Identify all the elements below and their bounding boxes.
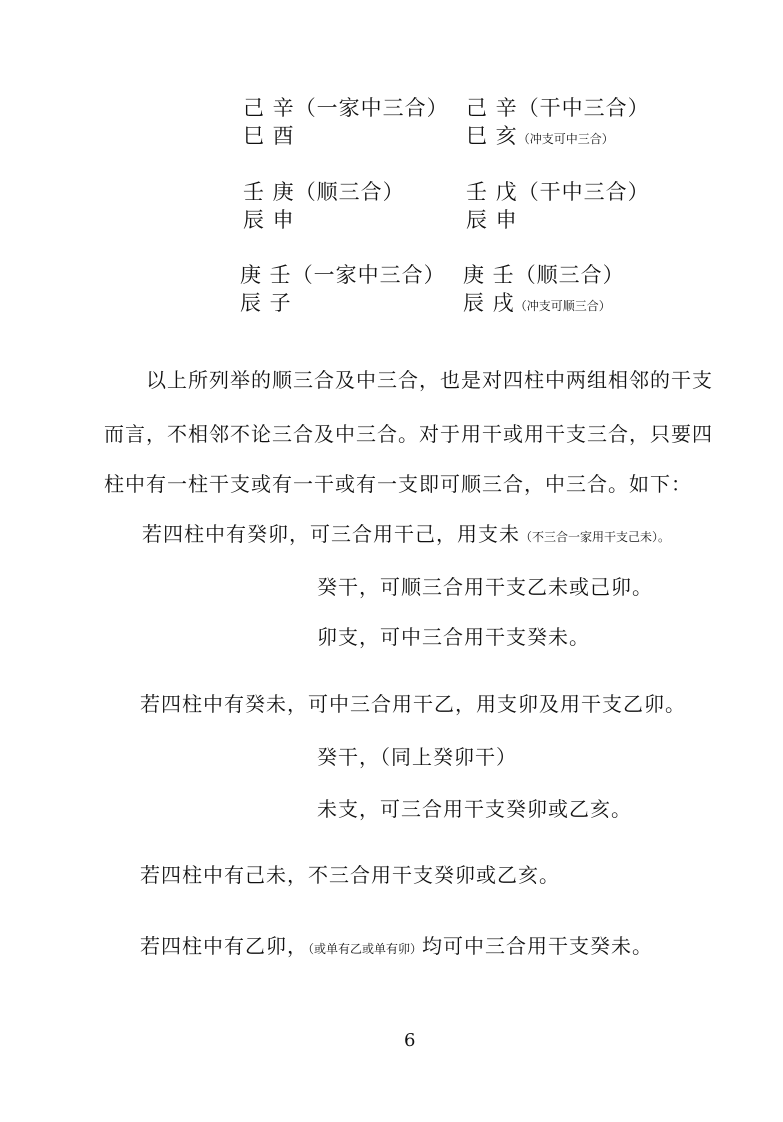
combo-2-right-bottom: 辰 申 bbox=[466, 208, 518, 232]
branches: 巳 亥 bbox=[466, 124, 518, 148]
combo-note: （干中三合） bbox=[517, 180, 650, 204]
stems: 己 辛 bbox=[466, 96, 518, 120]
stems: 壬 戊 bbox=[466, 180, 518, 204]
rule-text: 若四柱中有癸卯，可三合用干己，用支未 bbox=[142, 522, 520, 546]
paragraph-line-3: 柱中有一柱干支或有一干或有一支即可顺三合，中三合。如下： bbox=[104, 472, 692, 496]
combo-1-left-bottom: 巳 酉 bbox=[243, 124, 295, 148]
rule-text: 均可中三合用干支癸未。 bbox=[422, 934, 654, 958]
rule-note: （不三合一家用干支己未）。 bbox=[520, 530, 671, 544]
combo-3-right-top bbox=[463, 259, 625, 289]
rule-1-sub-1: 癸干，可顺三合用干支乙未或己卯。 bbox=[317, 575, 653, 599]
combo-small-note: （冲支可顺三合） bbox=[514, 299, 611, 313]
stems: 庚 壬 bbox=[463, 263, 515, 287]
combo-1-right-bottom bbox=[466, 120, 614, 150]
combo-1-right-top bbox=[466, 92, 650, 122]
combo-2-left-top bbox=[243, 176, 405, 206]
paragraph-line-2: 而言，不相邻不论三合及中三合。对于用干或用干支三合，只要四 bbox=[104, 422, 713, 446]
combo-note: （顺三合） bbox=[514, 263, 625, 287]
rule-2-main: 若四柱中有癸未，可中三合用干乙，用支卯及用干支乙卯。 bbox=[140, 692, 686, 716]
combo-3-left-bottom: 辰 子 bbox=[240, 291, 292, 315]
rule-1-main bbox=[142, 518, 670, 547]
rule-2-sub-2: 未支，可三合用干支癸卯或乙亥。 bbox=[317, 797, 632, 821]
combo-2-right-top bbox=[466, 176, 650, 206]
page-number: 6 bbox=[404, 1030, 416, 1051]
stems: 庚 壬 bbox=[240, 263, 292, 287]
rule-text: 若四柱中有乙卯， bbox=[140, 934, 308, 958]
rule-1-sub-2: 卯支，可中三合用干支癸未。 bbox=[317, 625, 590, 649]
branches: 辰 戌 bbox=[463, 291, 515, 315]
rule-note: （或单有乙或单有卯） bbox=[308, 942, 423, 956]
rule-3-main: 若四柱中有己未，不三合用干支癸卯或乙亥。 bbox=[140, 863, 560, 887]
combo-small-note: （冲支可中三合） bbox=[517, 132, 614, 146]
combo-note: （顺三合） bbox=[294, 180, 405, 204]
combo-1-left-top bbox=[243, 92, 449, 122]
stems: 己 辛 bbox=[243, 96, 295, 120]
combo-note: （一家中三合） bbox=[294, 96, 449, 120]
rule-4-main bbox=[140, 930, 653, 959]
paragraph-line-1: 以上所列举的顺三合及中三合，也是对四柱中两组相邻的干支 bbox=[146, 368, 713, 392]
combo-note: （干中三合） bbox=[517, 96, 650, 120]
combo-note: （一家中三合） bbox=[291, 263, 446, 287]
stems: 壬 庚 bbox=[243, 180, 295, 204]
rule-2-sub-1: 癸干，（同上癸卯干） bbox=[317, 745, 517, 769]
combo-3-left-top bbox=[240, 259, 446, 289]
combo-2-left-bottom: 辰 申 bbox=[243, 208, 295, 232]
combo-3-right-bottom bbox=[463, 287, 611, 317]
